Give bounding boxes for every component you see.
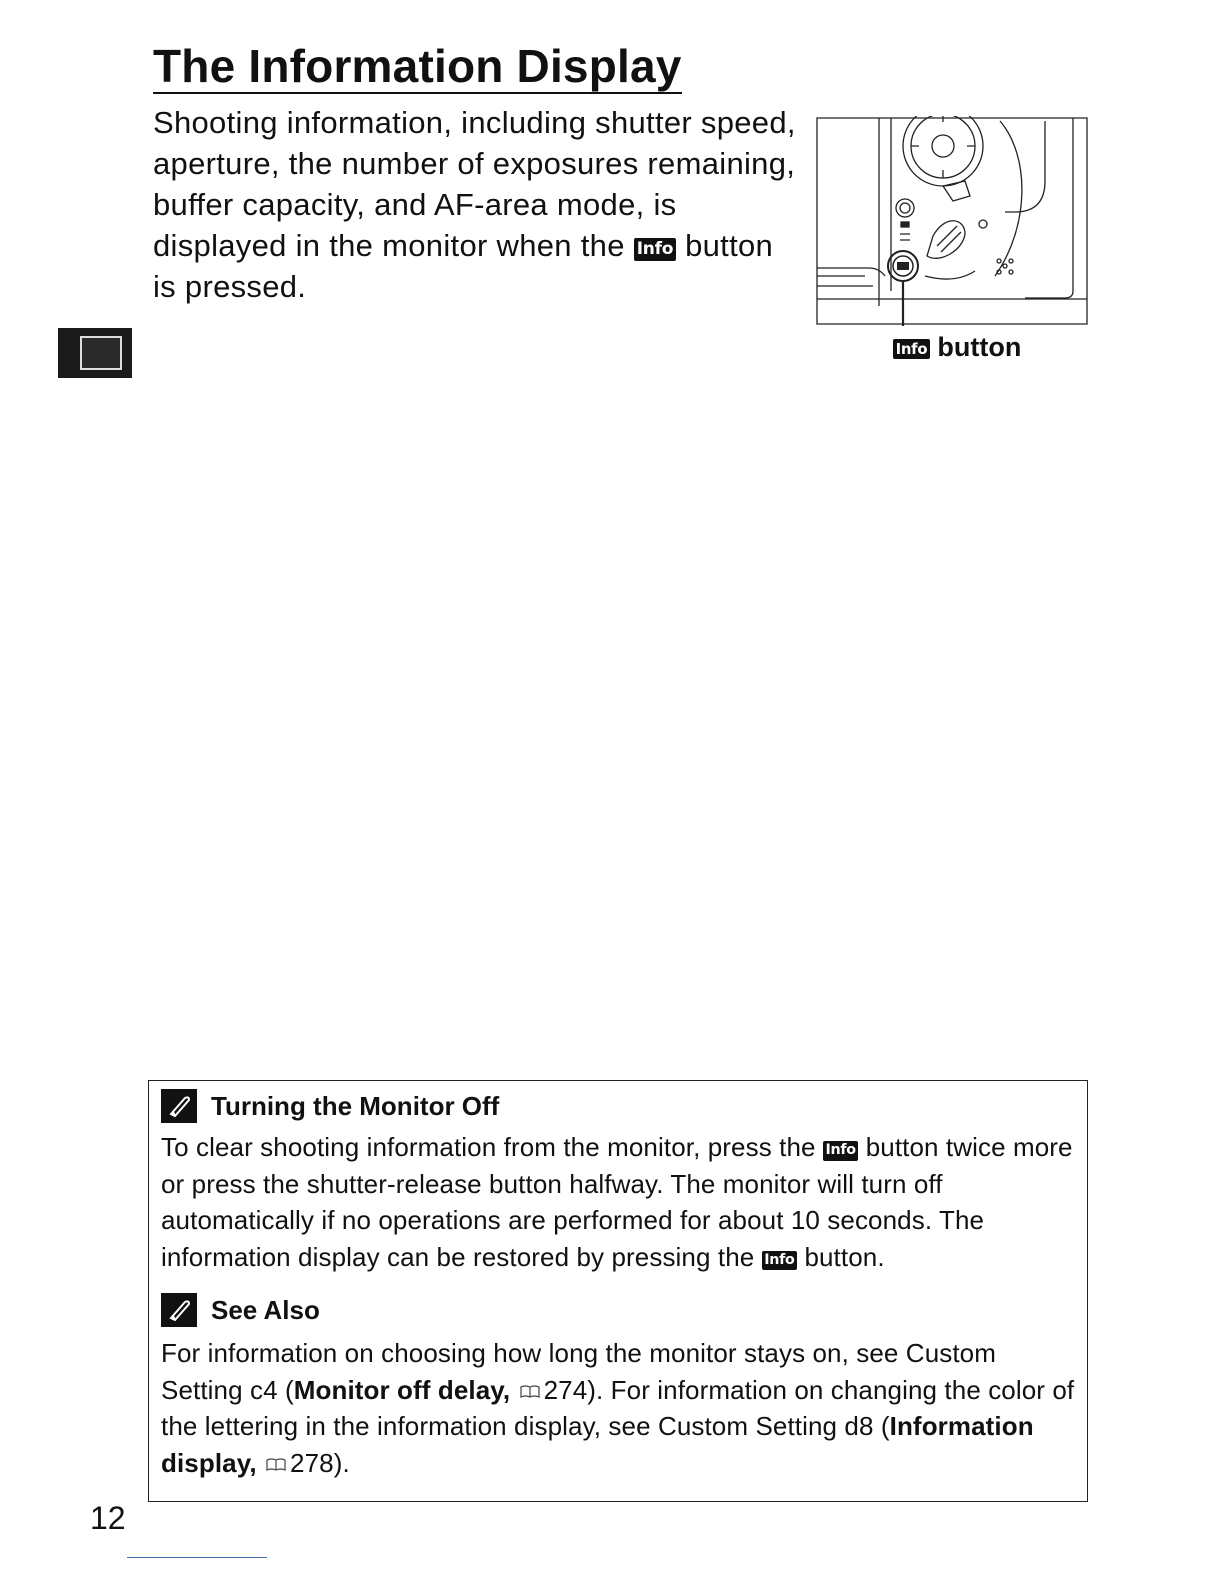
pencil-note-icon	[161, 1089, 197, 1123]
note-heading-monitor-off	[161, 1089, 499, 1123]
setting-name-information-display: Information display,	[161, 1411, 1034, 1478]
notes-box	[148, 1080, 1088, 1502]
info-button-icon: Info	[762, 1251, 797, 1270]
figure-caption	[893, 332, 1021, 363]
note-body-see-also	[161, 1335, 1076, 1481]
note-text: For information on choosing how long the monitor stays on, see Custom Setting c4 (	[161, 1338, 996, 1405]
note-heading-see-also	[161, 1293, 320, 1327]
page-title: The Information Display	[153, 40, 682, 92]
book-reference-icon	[520, 1385, 540, 1398]
info-button-icon: Info	[823, 1141, 858, 1160]
setting-name-monitor-off-delay: Monitor off delay,	[293, 1374, 511, 1405]
intro-text-start: Shooting information, including shutter speed, aperture, the number of exposures remaining, buffer capacity, and AF-area mode, is displayed in the monitor when the	[153, 105, 796, 263]
book-reference-icon	[266, 1458, 286, 1471]
intro-text-end: button is pressed.	[153, 228, 774, 304]
note-heading-text: Turning the Monitor Off	[211, 1090, 500, 1121]
page-reference-text: 278).	[290, 1447, 350, 1478]
footer-rule	[127, 1557, 267, 1558]
note-text: button twice more or press the shutter-release button halfway. The monitor will turn off automatically if no operations are performed for about 10 seconds. The information display can be restored by pressing the	[161, 1132, 1073, 1272]
note-text: To clear shooting information from the monitor, press the	[161, 1132, 816, 1162]
page-reference-text: 274). For information on changing the color of the lettering in the information display, see Custom Setting d8 (	[161, 1374, 1075, 1441]
chapter-tab-icon	[58, 328, 132, 378]
note-heading-text: See Also	[211, 1294, 320, 1325]
note-text: button.	[804, 1241, 885, 1272]
page-number: 12	[90, 1500, 126, 1536]
info-button-icon: Info	[634, 238, 677, 261]
camera-back-illustration	[815, 116, 1088, 326]
figure-caption-text: button	[937, 332, 1022, 362]
intro-paragraph	[153, 102, 803, 307]
pencil-note-icon	[161, 1293, 197, 1327]
note-body-monitor-off	[161, 1129, 1076, 1275]
info-button-icon: Info	[893, 339, 930, 359]
